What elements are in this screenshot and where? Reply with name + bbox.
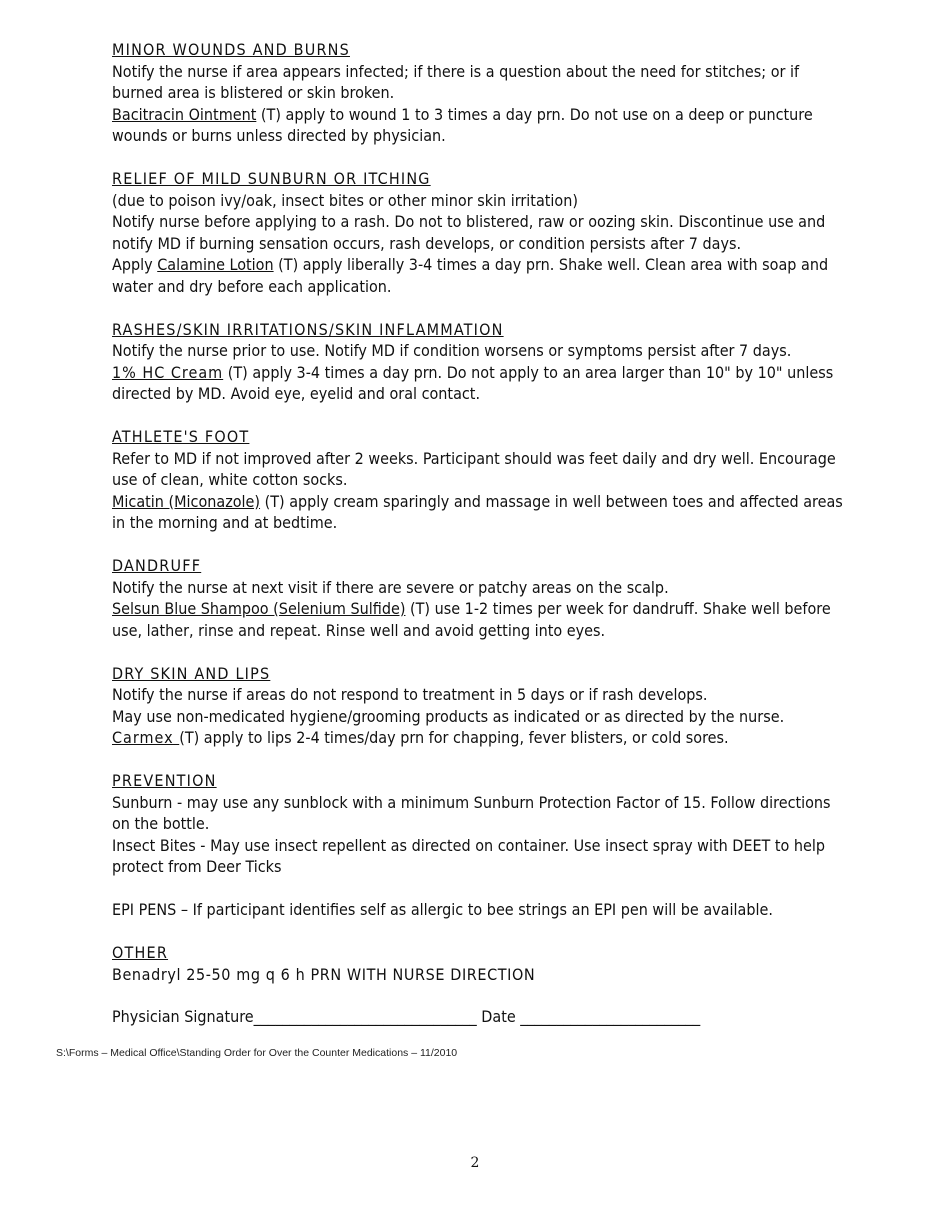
section-heading: OTHER: [112, 943, 169, 962]
section-heading: DRY SKIN AND LIPS: [112, 663, 271, 683]
product-instructions: (T) apply to wound 1 to 3 times a day prn. Do not use on a deep or puncture wounds or burns unless directed by physician.: [112, 104, 813, 145]
product-instructions: (T) use 1-2 times per week for dandruff. Shake well before use, lather, rinse and repeat. Rinse well and avoid getting into eyes.: [112, 599, 831, 640]
instruction-line: Notify the nurse if areas do not respond to treatment in 5 days or if rash develops.: [112, 685, 708, 704]
product-prefix: Apply: [112, 255, 158, 274]
instruction-line: Notify the nurse if area appears infected; if there is a question about the need for stitches; or if burned area is blistered or skin broken.: [112, 61, 800, 102]
product-line: [112, 104, 852, 147]
product-instructions: (T) apply liberally 3-4 times a day prn. Shake well. Clean area with soap and water and dry before each application.: [112, 255, 829, 296]
section-heading: ATHLETE'S FOOT: [112, 427, 250, 446]
section-sunburn-itching: [112, 168, 852, 297]
section-heading: MINOR WOUNDS AND BURNS: [112, 40, 350, 59]
section-heading: RELIEF OF MILD SUNBURN OR ITCHING: [112, 169, 431, 188]
instruction-line: Notify the nurse prior to use. Notify MD if condition worsens or symptoms persist after 7 days.: [112, 341, 792, 360]
product-name: Calamine Lotion: [157, 255, 274, 274]
section-dry-skin-lips: [112, 663, 852, 749]
section-other: [112, 942, 852, 985]
page-number: 2: [470, 1155, 480, 1171]
product-name: Carmex: [112, 728, 180, 747]
section-athletes-foot: [112, 426, 852, 534]
section-rashes: [112, 319, 852, 405]
footer-file-path: S:\Forms – Medical Office\Standing Order for Over the Counter Medications – 11/2010: [56, 1047, 458, 1059]
instruction-line: May use non-medicated hygiene/grooming products as indicated or as directed by the nurse.: [112, 706, 785, 726]
instruction-line: Notify nurse before applying to a rash. Do not to blistered, raw or oozing skin. Discontinue use and notify MD if burning sensation occurs, rash develops, or condition persists after 7 days.: [112, 212, 826, 253]
product-name: Selsun Blue Shampoo (Selenium Sulfide): [112, 599, 406, 618]
product-instructions: (T) apply to lips 2-4 times/day prn for chapping, fever blisters, or cold sores.: [179, 728, 729, 747]
section-minor-wounds: [112, 39, 852, 147]
product-instructions: (T) apply cream sparingly and massage in well between toes and affected areas in the morning and at bedtime.: [112, 491, 843, 532]
product-name: 1% HC Cream: [112, 362, 224, 382]
epi-pens-note: EPI PENS – If participant identifies self as allergic to bee strings an EPI pen will be available.: [112, 900, 773, 919]
section-prevention: [112, 770, 852, 878]
physician-signature-line[interactable]: Physician Signature_______________________________ Date _________________________: [112, 1007, 701, 1026]
instruction-line: Sunburn - may use any sunblock with a minimum Sunburn Protection Factor of 15. Follow directions on the bottle.: [112, 792, 831, 833]
product-line: [112, 598, 852, 641]
product-line: [112, 362, 852, 405]
product-line: [112, 491, 852, 534]
product-line: [112, 727, 852, 749]
instruction-line: Insect Bites - May use insect repellent as directed on container. Use insect spray with DEET to help protect from Deer Ticks: [112, 835, 826, 876]
product-name: Bacitracin Ointment: [112, 104, 257, 124]
section-heading: DANDRUFF: [112, 556, 202, 575]
section-heading: RASHES/SKIN IRRITATIONS/SKIN INFLAMMATION: [112, 319, 504, 339]
section-epi-pens: [112, 899, 852, 921]
other-instruction: Benadryl 25-50 mg q 6 h PRN WITH NURSE DIRECTION: [112, 964, 536, 984]
product-name: Micatin (Miconazole): [112, 491, 261, 511]
section-heading: PREVENTION: [112, 771, 217, 790]
instruction-line: Refer to MD if not improved after 2 weeks. Participant should was feet daily and dry well. Encourage use of clean, white cotton socks.: [112, 448, 836, 489]
instruction-line: Notify the nurse at next visit if there are severe or patchy areas on the scalp.: [112, 577, 669, 597]
product-instructions: (T) apply 3-4 times a day prn. Do not apply to an area larger than 10" by 10" unless directed by MD. Avoid eye, eyelid and oral contact.: [112, 362, 834, 403]
section-dandruff: [112, 555, 852, 641]
document-body: [112, 39, 852, 1028]
product-line: [112, 254, 852, 297]
instruction-line: (due to poison ivy/oak, insect bites or other minor skin irritation): [112, 190, 578, 210]
